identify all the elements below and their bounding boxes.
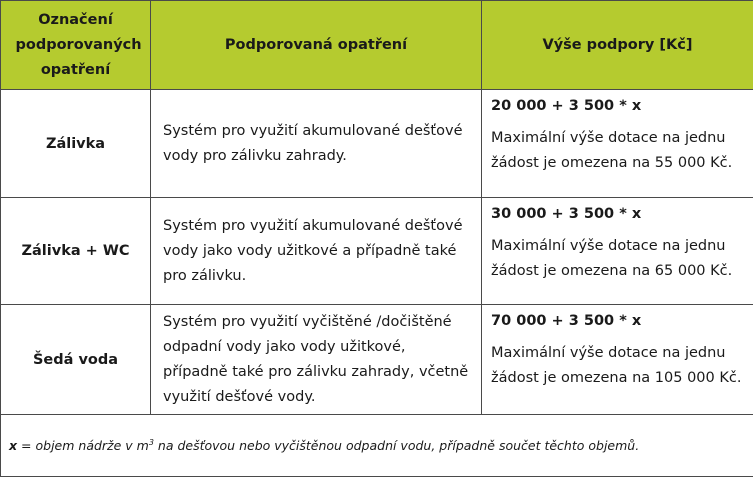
row-formula: 20 000 + 3 500 * x	[491, 94, 743, 119]
header-measure-label-text: Označení podporovaných opatření	[16, 8, 136, 83]
row-description: Systém pro využití vyčištěné /dočištěné odpadní vody jako vody užitkové, případně také pro zálivku zahrady, včetně využití dešťové vody.	[151, 305, 482, 415]
row-description: Systém pro využití akumulované dešťové vody jako vody užitkové a případně také pro zálivku.	[151, 198, 482, 305]
row-note: Maximální výše dotace na jednu žádost je omezena na 65 000 Kč.	[491, 234, 743, 284]
footnote-superscript: 3	[149, 438, 154, 447]
footnote	[1, 415, 753, 477]
header-support-amount: Výše podpory [Kč]	[482, 1, 753, 90]
row-description: Systém pro využití akumulované dešťové vody pro zálivku zahrady.	[151, 90, 482, 198]
footnote-symbol: x	[9, 438, 17, 453]
table-row	[1, 198, 753, 305]
row-formula: 70 000 + 3 500 * x	[491, 309, 743, 334]
row-amount-cell	[482, 198, 753, 305]
footnote-text-after: na dešťovou nebo vyčištěnou odpadní vodu, případně součet těchto objemů.	[154, 438, 639, 453]
row-formula: 30 000 + 3 500 * x	[491, 202, 743, 227]
row-name: Zálivka + WC	[1, 198, 151, 305]
row-note: Maximální výše dotace na jednu žádost je omezena na 105 000 Kč.	[491, 341, 743, 391]
header-measure-label	[1, 1, 151, 90]
header-measures: Podporovaná opatření	[151, 1, 482, 90]
row-amount-cell	[482, 305, 753, 415]
row-name: Zálivka	[1, 90, 151, 198]
table-header-row	[1, 1, 753, 90]
table-row	[1, 305, 753, 415]
table-row	[1, 90, 753, 198]
footnote-text-before: = objem nádrže v m	[17, 438, 149, 453]
footnote-row	[1, 415, 753, 477]
row-name: Šedá voda	[1, 305, 151, 415]
row-amount-cell	[482, 90, 753, 198]
row-note: Maximální výše dotace na jednu žádost je omezena na 55 000 Kč.	[491, 126, 743, 176]
